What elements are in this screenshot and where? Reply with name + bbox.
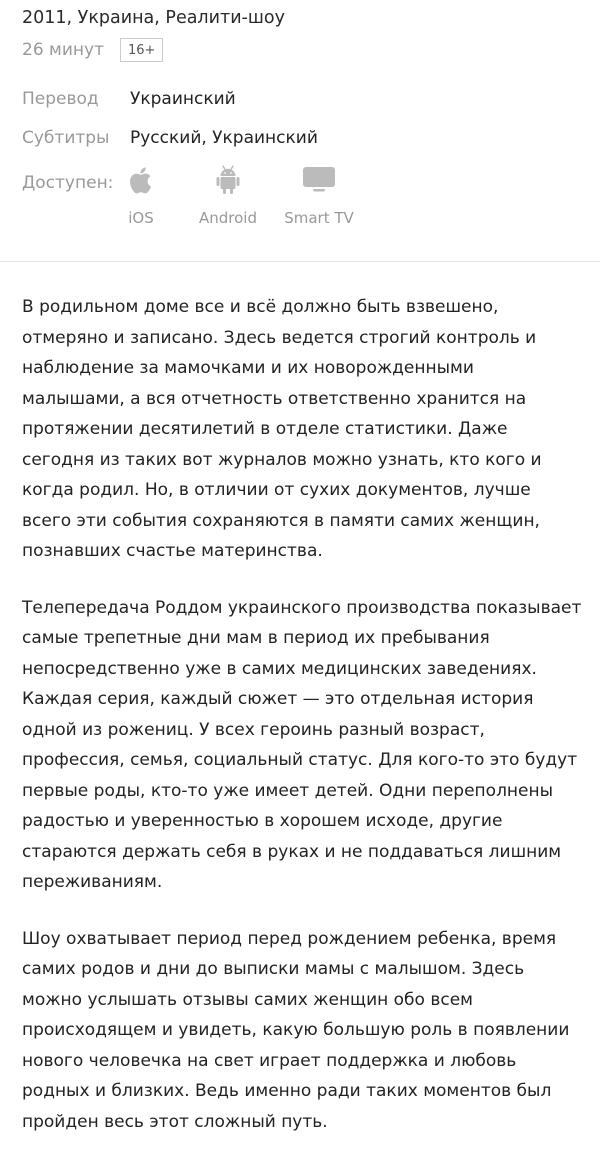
description-paragraph-2: Телепередача Роддом украинского производства показывает самые трепетные дни мам в период их пребывания непосредственно уже в самих медицинских заведениях. Каждая серия, каждый сюжет — это отдельная история одной из рожениц. У всех героинь разный возраст, профессия, семья, социальный статус. Для кого-то это будут первые роды, кто-то уже имеет детей. Одни переполнены радостью и уверенностью в хорошем исходе, другие стараются держать себя в руках и не поддаваться лишним переживаниям. [22,597,582,892]
apple-icon [123,162,159,198]
platform-ios-label: iOS [128,209,154,227]
translation-label: Перевод [22,89,99,109]
section-divider [0,261,600,262]
description-section [22,292,582,1163]
subtitles-label: Субтитры [22,128,110,148]
platform-list [106,162,366,234]
description-paragraph-3: Шоу охватывает период перед рождением ребенка, время самих родов и дни до выписки мамы с малышом. Здесь можно услышать отзывы самих женщин обо всем происходящем и увидеть, какую большую роль в появлении нового человечка на свет играет поддержка и любовь родных и близких. Ведь именно ради таких моментов был пройден весь этот сложный путь. [22,928,570,1132]
subtitles-value: Русский, Украинский [130,128,318,148]
description-paragraph-1: В родильном доме все и всё должно быть взвешено, отмеряно и записано. Здесь ведется строгий контроль и наблюдение за мамочками и их новорожденными малышами, а вся отчетность ответственно хранится на протяжении десятилетий в отделе статистики. Даже сегодня из таких вот журналов можно узнать, кто кого и когда родил. Но, в отличии от сухих документов, лучше всего эти события сохраняются в памяти самих женщин, познавших счастье материнства. [22,297,542,561]
duration-row [22,36,163,64]
meta-headline: 2011, Украина, Реалити-шоу [22,8,285,28]
duration-text: 26 минут [22,40,104,60]
age-rating-badge: 16+ [120,38,163,62]
available-label: Доступен: [22,173,114,193]
android-icon [210,162,246,198]
tv-icon [301,162,337,198]
platform-smart-tv[interactable] [279,162,359,228]
translation-value: Украинский [130,89,236,109]
platform-android-label: Android [199,209,257,227]
platform-android[interactable] [188,162,268,228]
platform-smart-tv-label: Smart TV [284,209,354,227]
platform-ios[interactable] [101,162,181,228]
